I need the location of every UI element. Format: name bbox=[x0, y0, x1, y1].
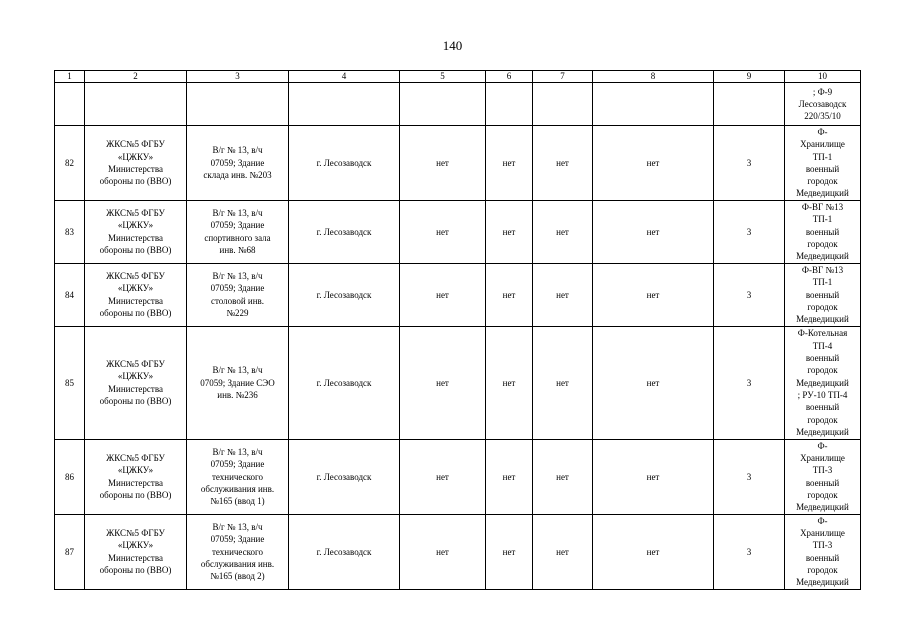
col9-cell: 3 bbox=[714, 439, 785, 514]
city-cell: г. Лесозаводск bbox=[289, 439, 400, 514]
feeder-line: Медведицкий bbox=[796, 502, 849, 513]
object-line: инв. №236 bbox=[217, 389, 258, 400]
object-line: технического bbox=[211, 546, 264, 557]
feeder-line: Медведицкий bbox=[796, 377, 849, 388]
organization-line: «ЦЖКУ» bbox=[117, 465, 154, 476]
table-row bbox=[55, 514, 861, 589]
object-cell bbox=[187, 439, 289, 514]
feeder-line: городок bbox=[807, 565, 838, 576]
feeder-cell bbox=[785, 514, 861, 589]
cont-cell-3 bbox=[187, 83, 289, 126]
col5-cell: нет bbox=[400, 263, 486, 326]
object-line: №165 (ввод 2) bbox=[210, 571, 265, 582]
feeder-line: военный bbox=[805, 552, 840, 563]
object-line: 07059; Здание bbox=[210, 283, 265, 294]
city-cell: г. Лесозаводск bbox=[289, 514, 400, 589]
feeder-cell bbox=[785, 326, 861, 439]
object-line: обслуживания инв. bbox=[200, 558, 275, 569]
table-row bbox=[55, 326, 861, 439]
object-line: В/г № 13, в/ч bbox=[212, 208, 263, 219]
organization-cell bbox=[85, 439, 187, 514]
col8-cell: нет bbox=[593, 126, 714, 201]
col7-cell: нет bbox=[533, 326, 593, 439]
object-line: В/г № 13, в/ч bbox=[212, 447, 263, 458]
organization-line: Министерства bbox=[108, 295, 163, 306]
cont-cell-6 bbox=[486, 83, 533, 126]
cont-cell-feeder bbox=[785, 83, 861, 126]
feeder-line: военный bbox=[805, 226, 840, 237]
feeder-line: городок bbox=[807, 301, 838, 312]
organization-line: Министерства bbox=[108, 163, 163, 174]
row-number: 84 bbox=[55, 263, 85, 326]
organization-line: обороны по (ВВО) bbox=[99, 308, 172, 319]
feeder-line: Ф- bbox=[817, 440, 828, 451]
col8-cell: нет bbox=[593, 326, 714, 439]
col8-cell: нет bbox=[593, 439, 714, 514]
feeder-line: ТП-1 bbox=[812, 151, 833, 162]
feeder-line: ; Ф-9 bbox=[812, 86, 833, 97]
row-number: 83 bbox=[55, 200, 85, 263]
organization-line: ЖКС№5 ФГБУ bbox=[106, 359, 165, 370]
object-line: инв. №68 bbox=[219, 245, 256, 256]
organization-line: ЖКС№5 ФГБУ bbox=[106, 139, 165, 150]
object-cell bbox=[187, 126, 289, 201]
header-col-4: 4 bbox=[289, 71, 400, 83]
col9-cell: 3 bbox=[714, 326, 785, 439]
cont-cell-7 bbox=[533, 83, 593, 126]
organization-line: «ЦЖКУ» bbox=[117, 540, 154, 551]
feeder-line: Ф-ВГ №13 bbox=[801, 202, 844, 213]
organization-cell bbox=[85, 514, 187, 589]
organization-line: Министерства bbox=[108, 232, 163, 243]
feeder-line: военный bbox=[805, 353, 840, 364]
cont-cell-2 bbox=[85, 83, 187, 126]
table-body bbox=[55, 71, 861, 590]
col6-cell: нет bbox=[486, 326, 533, 439]
data-table bbox=[54, 70, 861, 590]
row-number: 82 bbox=[55, 126, 85, 201]
feeder-line: Медведицкий bbox=[796, 314, 849, 325]
organization-line: ЖКС№5 ФГБУ bbox=[106, 453, 165, 464]
header-col-7: 7 bbox=[533, 71, 593, 83]
col6-cell: нет bbox=[486, 514, 533, 589]
feeder-line: ТП-3 bbox=[812, 465, 833, 476]
col9-cell: 3 bbox=[714, 200, 785, 263]
header-col-3: 3 bbox=[187, 71, 289, 83]
table-row bbox=[55, 263, 861, 326]
cont-cell-1 bbox=[55, 83, 85, 126]
feeder-line: ТП-4 bbox=[812, 340, 833, 351]
feeder-cell bbox=[785, 263, 861, 326]
organization-line: «ЦЖКУ» bbox=[117, 371, 154, 382]
col7-cell: нет bbox=[533, 514, 593, 589]
feeder-line: Ф-ВГ №13 bbox=[801, 265, 844, 276]
feeder-line: ТП-3 bbox=[812, 540, 833, 551]
object-line: склада инв. №203 bbox=[203, 170, 272, 181]
feeder-line: ТП-1 bbox=[812, 214, 833, 225]
organization-line: Министерства bbox=[108, 477, 163, 488]
col6-cell: нет bbox=[486, 263, 533, 326]
feeder-line: ; РУ-10 ТП-4 bbox=[797, 389, 848, 400]
col7-cell: нет bbox=[533, 439, 593, 514]
object-line: обслуживания инв. bbox=[200, 483, 275, 494]
feeder-cell bbox=[785, 200, 861, 263]
header-col-2: 2 bbox=[85, 71, 187, 83]
feeder-line: военный bbox=[805, 163, 840, 174]
organization-line: ЖКС№5 ФГБУ bbox=[106, 271, 165, 282]
col8-cell: нет bbox=[593, 514, 714, 589]
col6-cell: нет bbox=[486, 126, 533, 201]
organization-line: «ЦЖКУ» bbox=[117, 151, 154, 162]
table-row bbox=[55, 200, 861, 263]
feeder-line: городок bbox=[807, 365, 838, 376]
col5-cell: нет bbox=[400, 326, 486, 439]
col9-cell: 3 bbox=[714, 514, 785, 589]
feeder-line: военный bbox=[805, 402, 840, 413]
feeder-cell bbox=[785, 439, 861, 514]
feeder-line: Ф- bbox=[817, 515, 828, 526]
organization-line: обороны по (ВВО) bbox=[99, 565, 172, 576]
organization-line: «ЦЖКУ» bbox=[117, 283, 154, 294]
feeder-line: военный bbox=[805, 289, 840, 300]
continuation-row bbox=[55, 83, 861, 126]
feeder-line: Ф-Котельная bbox=[797, 328, 848, 339]
object-line: В/г № 13, в/ч bbox=[212, 271, 263, 282]
row-number: 87 bbox=[55, 514, 85, 589]
object-line: В/г № 13, в/ч bbox=[212, 145, 263, 156]
feeder-line: Хранилище bbox=[800, 528, 845, 539]
object-cell bbox=[187, 200, 289, 263]
header-col-9: 9 bbox=[714, 71, 785, 83]
feeder-line: Лесозаводск bbox=[798, 98, 847, 109]
feeder-line: Хранилище bbox=[800, 453, 845, 464]
organization-line: ЖКС№5 ФГБУ bbox=[106, 208, 165, 219]
cont-cell-8 bbox=[593, 83, 714, 126]
col5-cell: нет bbox=[400, 514, 486, 589]
object-line: 07059; Здание bbox=[210, 220, 265, 231]
object-line: №165 (ввод 1) bbox=[210, 496, 265, 507]
cont-cell-4 bbox=[289, 83, 400, 126]
city-cell: г. Лесозаводск bbox=[289, 326, 400, 439]
organization-line: обороны по (ВВО) bbox=[99, 176, 172, 187]
cont-cell-9 bbox=[714, 83, 785, 126]
organization-line: Министерства bbox=[108, 383, 163, 394]
feeder-line: 220/35/10 bbox=[804, 111, 841, 122]
object-line: №229 bbox=[226, 308, 249, 319]
col8-cell: нет bbox=[593, 200, 714, 263]
feeder-line: ТП-1 bbox=[812, 277, 833, 288]
table-header-row bbox=[55, 71, 861, 83]
organization-line: Министерства bbox=[108, 552, 163, 563]
city-cell: г. Лесозаводск bbox=[289, 263, 400, 326]
object-line: технического bbox=[211, 471, 264, 482]
header-col-6: 6 bbox=[486, 71, 533, 83]
object-line: В/г № 13, в/ч bbox=[212, 365, 263, 376]
object-line: 07059; Здание СЭО bbox=[200, 377, 275, 388]
feeder-line: городок bbox=[807, 238, 838, 249]
cont-cell-5 bbox=[400, 83, 486, 126]
organization-line: «ЦЖКУ» bbox=[117, 220, 154, 231]
object-line: В/г № 13, в/ч bbox=[212, 522, 263, 533]
feeder-line: Медведицкий bbox=[796, 426, 849, 437]
col7-cell: нет bbox=[533, 126, 593, 201]
col9-cell: 3 bbox=[714, 263, 785, 326]
page-number: 140 bbox=[442, 38, 463, 53]
organization-cell bbox=[85, 263, 187, 326]
feeder-line: Ф- bbox=[817, 127, 828, 137]
organization-line: обороны по (ВВО) bbox=[99, 396, 172, 407]
organization-line: обороны по (ВВО) bbox=[99, 245, 172, 256]
col6-cell: нет bbox=[486, 439, 533, 514]
feeder-line: городок bbox=[807, 490, 838, 501]
col9-cell: 3 bbox=[714, 126, 785, 201]
city-cell: г. Лесозаводск bbox=[289, 126, 400, 201]
row-number: 85 bbox=[55, 326, 85, 439]
object-line: 07059; Здание bbox=[210, 157, 265, 168]
col5-cell: нет bbox=[400, 200, 486, 263]
header-col-8: 8 bbox=[593, 71, 714, 83]
object-line: спортивного зала bbox=[204, 232, 271, 243]
object-cell bbox=[187, 326, 289, 439]
col8-cell: нет bbox=[593, 263, 714, 326]
feeder-line: Медведицкий bbox=[796, 577, 849, 588]
feeder-line: военный bbox=[805, 477, 840, 488]
object-line: 07059; Здание bbox=[210, 534, 265, 545]
object-cell bbox=[187, 514, 289, 589]
object-line: 07059; Здание bbox=[210, 459, 265, 470]
organization-cell bbox=[85, 126, 187, 201]
feeder-line: Медведицкий bbox=[796, 188, 849, 199]
col7-cell: нет bbox=[533, 200, 593, 263]
organization-cell bbox=[85, 200, 187, 263]
table-row bbox=[55, 439, 861, 514]
city-cell: г. Лесозаводск bbox=[289, 200, 400, 263]
feeder-line: Медведицкий bbox=[796, 251, 849, 262]
table-row bbox=[55, 126, 861, 201]
feeder-cell bbox=[785, 126, 861, 201]
header-col-1: 1 bbox=[55, 71, 85, 83]
header-col-5: 5 bbox=[400, 71, 486, 83]
object-cell bbox=[187, 263, 289, 326]
feeder-line: Хранилище bbox=[800, 139, 845, 150]
col6-cell: нет bbox=[486, 200, 533, 263]
feeder-line: городок bbox=[807, 176, 838, 187]
object-line: столовой инв. bbox=[210, 295, 265, 306]
col5-cell: нет bbox=[400, 126, 486, 201]
row-number: 86 bbox=[55, 439, 85, 514]
organization-line: ЖКС№5 ФГБУ bbox=[106, 528, 165, 539]
col7-cell: нет bbox=[533, 263, 593, 326]
feeder-line: городок bbox=[807, 414, 838, 425]
organization-cell bbox=[85, 326, 187, 439]
header-col-10: 10 bbox=[785, 71, 861, 83]
organization-line: обороны по (ВВО) bbox=[99, 490, 172, 501]
col5-cell: нет bbox=[400, 439, 486, 514]
